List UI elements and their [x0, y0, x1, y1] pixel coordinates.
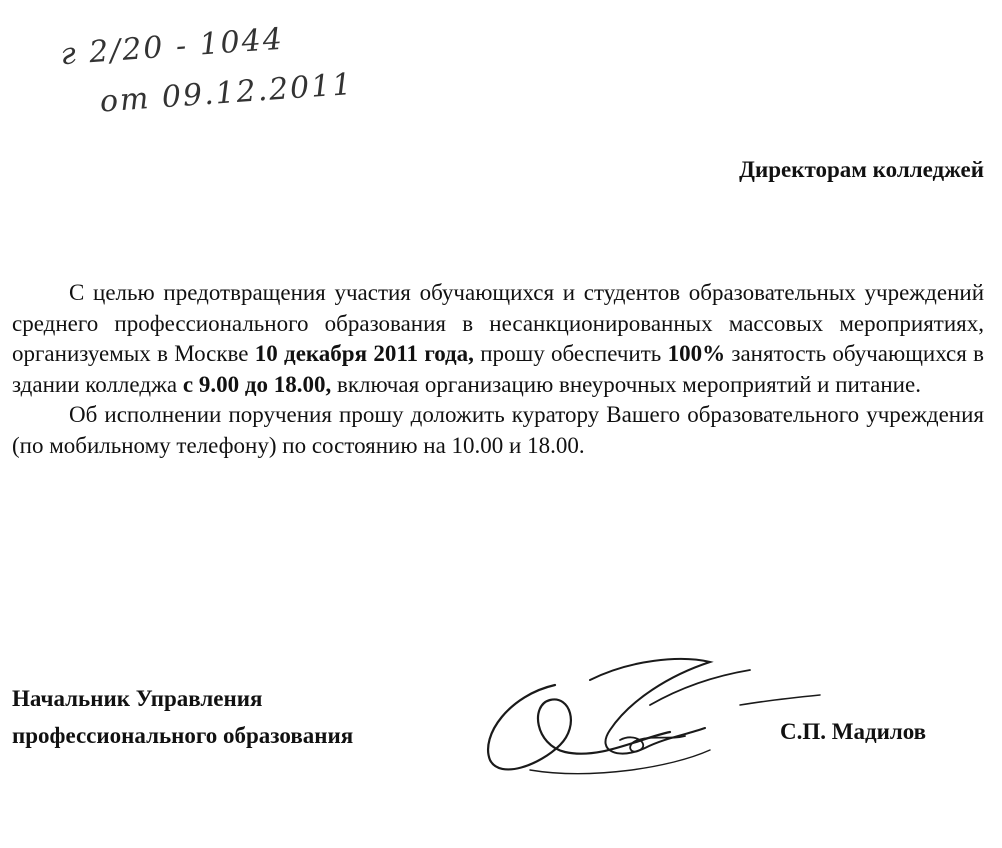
- p1-text-3: занятость обучающихся в здании колледжа: [12, 341, 984, 397]
- signer-name: С.П. Мадилов: [780, 719, 927, 744]
- addressee: Директорам колледжей: [739, 157, 984, 182]
- p1-text-4: включая организацию внеурочных мероприятий и питание.: [331, 371, 921, 397]
- handwritten-registration-note: [59, 3, 386, 135]
- signer-title-line-1: Начальник Управления: [12, 686, 263, 711]
- p1-time-range: с 9.00 до 18.00,: [182, 371, 332, 397]
- registration-number: г 2/20 - 1044: [59, 21, 285, 73]
- body-paragraph-1: [12, 278, 984, 400]
- p1-text-1: С целью предотвращения участия обучающихся и студентов образовательных учреждений среднего профессионального образования в несанкционированных массовых мероприятиях, организуемых в Москве: [12, 280, 984, 367]
- letter-body: [12, 278, 984, 462]
- body-paragraph-2: Об исполнении поручения прошу доложить куратору Вашего образовательного учреждения (по мобильному телефону) по состоянию на 10.00 и 18.00.: [12, 402, 984, 458]
- signer-title-line-2: профессионального образования: [12, 723, 354, 748]
- signer-title: [12, 680, 353, 754]
- p1-date: 10 декабря 2011 года,: [254, 341, 474, 367]
- p1-percent: 100%: [667, 341, 726, 367]
- registration-date: от 09.12.2011: [98, 66, 355, 120]
- p1-text-2: прошу обеспечить: [473, 341, 668, 367]
- handwritten-signature: [470, 640, 830, 790]
